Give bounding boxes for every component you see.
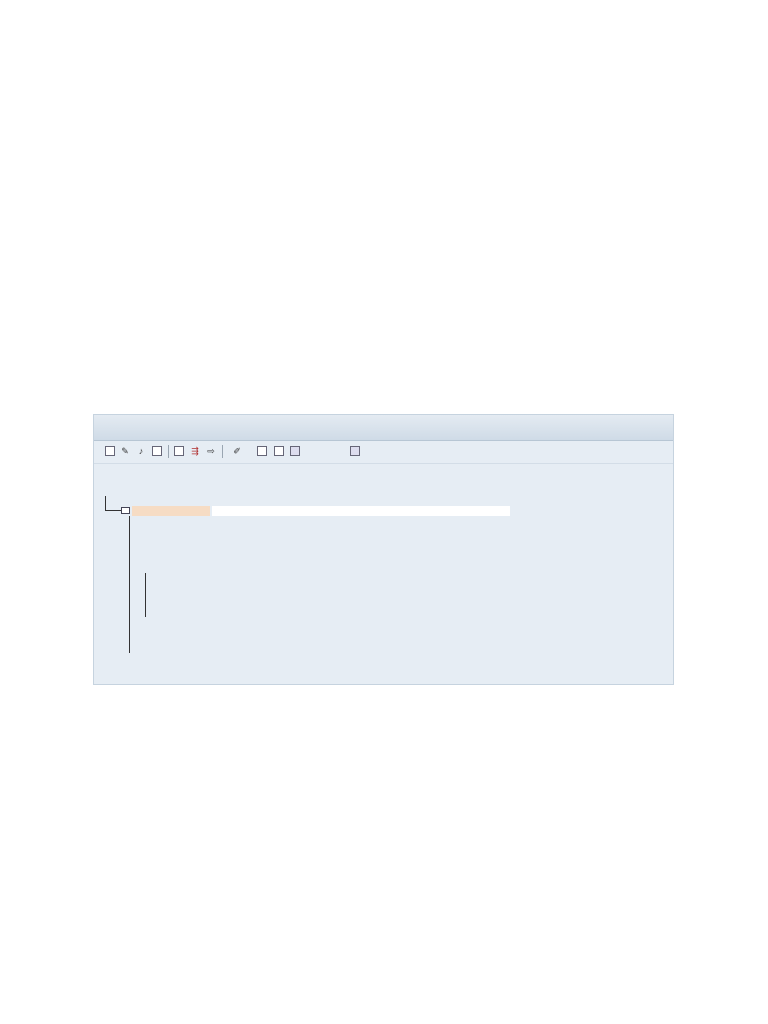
copy-icon[interactable]: [174, 446, 184, 456]
toolbar-separator: [222, 445, 223, 458]
project-desc-cell: [212, 506, 510, 516]
delete-icon[interactable]: [152, 446, 162, 456]
project-date: [514, 506, 670, 516]
move-icon[interactable]: ⇨: [207, 446, 215, 456]
position-icon[interactable]: [350, 446, 360, 456]
tree-line: [145, 573, 146, 617]
project-line: [90, 253, 154, 268]
tree-line: [105, 510, 121, 511]
sap-title-bar: [94, 415, 673, 441]
project-name[interactable]: [132, 506, 210, 516]
new-icon[interactable]: [105, 446, 115, 456]
lsmw-screenshot: [93, 414, 674, 685]
toolbar-separator: [168, 445, 169, 458]
collapse-icon[interactable]: [274, 446, 284, 456]
expand-icon[interactable]: [257, 446, 267, 456]
tree-line: [129, 516, 130, 653]
folder-icon[interactable]: [121, 507, 130, 514]
sap-toolbar: [94, 441, 673, 464]
export-icon[interactable]: ⇶: [191, 446, 199, 456]
edit-icon[interactable]: ✐: [233, 446, 241, 456]
pencil-icon[interactable]: ✎: [121, 446, 129, 456]
display-icon[interactable]: ♪: [138, 446, 144, 456]
tree-line: [105, 496, 106, 510]
object-line: [90, 297, 154, 312]
subtree-icon[interactable]: [290, 446, 300, 456]
